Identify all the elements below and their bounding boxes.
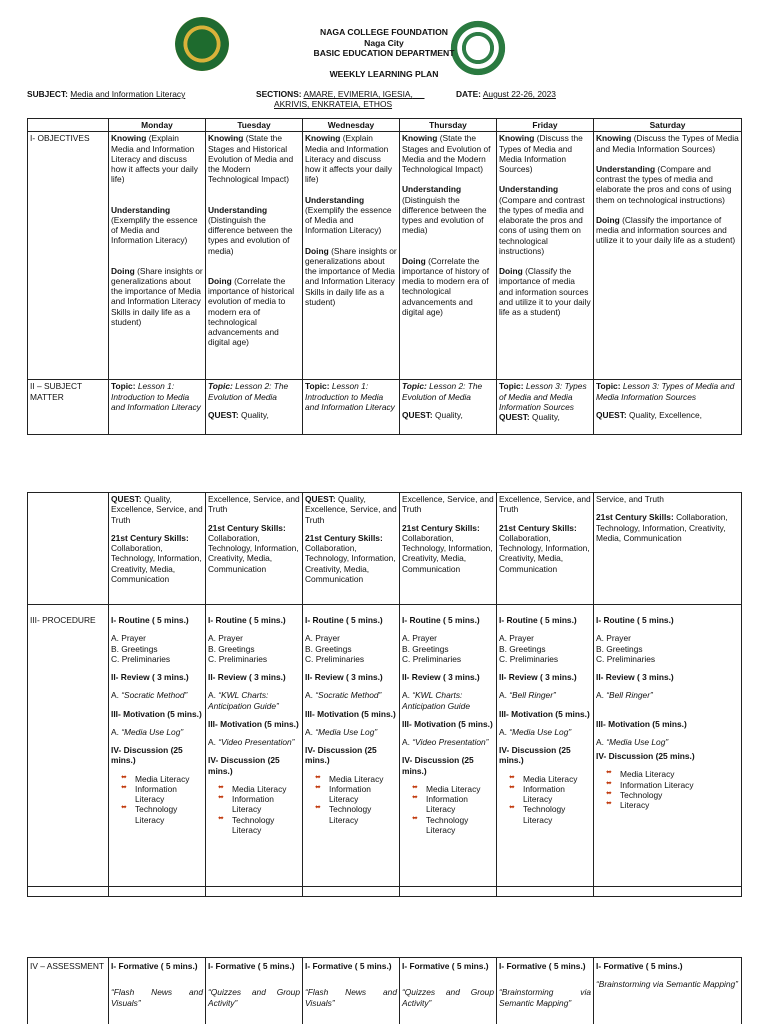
assessment-tuesday: I- Formative ( 5 mins.) “Quizzes and Group Activity”: [206, 958, 303, 1024]
subject-label: SUBJECT:: [27, 89, 68, 99]
subject-value: Media and Information Literacy: [70, 89, 186, 99]
assessment-row: [28, 958, 742, 1024]
subject-monday-cont: QUEST: Quality, Excellence, Service, and Truth 21st Century Skills: Collaboration, Technology, Information, Creativity, Media, Communication: [109, 493, 206, 605]
day-header: Tuesday: [206, 119, 303, 132]
objectives-tuesday: Knowing (State the Stages and Historical Evolution of Media and the Modern Technological Impact) Understanding (Distinguish the difference between the types and evolution of media) Doing (Correlate the importance of historical evolution of media to modern era of technological advancements and digital age): [206, 132, 303, 380]
subject-matter-continued-row: [28, 493, 742, 605]
row-label: I- OBJECTIVES: [28, 132, 109, 380]
subject-tuesday-cont: Excellence, Service, and Truth 21st Century Skills: Collaboration, Technology, Information, Creativity, Media, Communication: [206, 493, 303, 605]
subject-friday-cont: Excellence, Service, and Truth 21st Century Skills: Collaboration, Technology, Information, Creativity, Media, Communication: [497, 493, 594, 605]
procedure-row: [28, 605, 742, 887]
school-name: NAGA COLLEGE FOUNDATION: [320, 27, 448, 37]
subject-line: [27, 89, 185, 99]
procedure-monday: I- Routine ( 5 mins.) A. Prayer B. Greetings C. Preliminaries II- Review ( 3 mins.) A. “Socratic Method” III- Motivation (5 mins.) A. “Media Use Log” IV- Discussion (25 mins.) ⬌ Media Literacy ⬌ Information Literacy ⬌ Technology Literacy: [109, 605, 206, 887]
sections-value-2: AKRIVIS, ENKRATEIA, ETHOS: [274, 99, 393, 110]
day-header: Monday: [109, 119, 206, 132]
department-name: BASIC EDUCATION DEPARTMENT: [313, 48, 455, 59]
sections-line: [256, 89, 425, 110]
day-header-row: [28, 119, 742, 132]
procedure-thursday: I- Routine ( 5 mins.) A. Prayer B. Greetings C. Preliminaries II- Review ( 3 mins.) A. “KWL Charts: Anticipation Guide III- Motivation (5 mins.) A. “Video Presentation” IV- Discussion (25 mins.) ⬌ Media Literacy ⬌ Information Literacy ⬌ Technology Literacy: [400, 605, 497, 887]
subject-tuesday: Topic: Lesson 2: The Evolution of Media QUEST: Quality,: [206, 380, 303, 435]
assessment-thursday: I- Formative ( 5 mins.) “Quizzes and Group Activity”: [400, 958, 497, 1024]
day-header: Thursday: [400, 119, 497, 132]
subject-wednesday-cont: QUEST: Quality, Excellence, Service, and Truth 21st Century Skills: Collaboration, Technology, Information, Creativity, Media, Communication: [303, 493, 400, 605]
procedure-spacer-row: [28, 887, 742, 897]
objectives-wednesday: Knowing (Explain Media and Information Literacy and discuss how it affects your daily life) Understanding (Exemplify the essence of Media and Information Literacy) Doing (Share insights or generalizations about the importance of Media and Information Literacy Skills in daily life as a student): [303, 132, 400, 380]
school-city: Naga City: [364, 37, 404, 48]
assessment-monday: I- Formative ( 5 mins.) “Flash News and Visuals”: [109, 958, 206, 1024]
procedure-saturday: I- Routine ( 5 mins.) A. Prayer B. Greetings C. Preliminaries II- Review ( 3 mins.) A. “Bell Ringer” III- Motivation (5 mins.) A. “Media Use Log” IV- Discussion (25 mins.) ⬌ Media Literacy ⬌ Information Literacy ⬌ Technology ⬌ Literacy: [594, 605, 742, 887]
subject-matter-row: [28, 380, 742, 435]
subject-thursday: Topic: Lesson 2: The Evolution of Media QUEST: Quality,: [400, 380, 497, 435]
row-label: II – SUBJECT MATTER: [28, 380, 109, 435]
assessment-saturday: I- Formative ( 5 mins.) “Brainstorming via Semantic Mapping”: [594, 958, 742, 1024]
subject-saturday-cont: Service, and Truth 21st Century Skills: Collaboration, Technology, Information, Creativity, Media, Communication: [594, 493, 742, 605]
date-value: August 22-26, 2023: [482, 89, 556, 99]
objectives-friday: Knowing (Discuss the Types of Media and Media Information Sources) Understanding (Compare and contrast the types of media and elaborate the pros and cons of using them on technological instructions) Doing (Classify the importance of media and information sources and utilize it to your daily life as a student): [497, 132, 594, 380]
objectives-monday: Knowing (Explain Media and Information Literacy and discuss how it affects your daily life) Understanding (Exemplify the essence of Media and Information Literacy) Doing (Share insights or generalizations about the importance of Media and Information Literacy Skills in daily life as a student): [109, 132, 206, 380]
day-header: Friday: [497, 119, 594, 132]
date-line: [456, 89, 556, 99]
objectives-saturday: Knowing (Discuss the Types of Media and Media Information Sources) Understanding (Compare and contrast the types of media and elaborate the pros and cons of using them on technological instructions) Doing (Classify the importance of media and information sources and utilize it to your daily life as a student): [594, 132, 742, 380]
plan-title: WEEKLY LEARNING PLAN: [329, 69, 439, 79]
procedure-wednesday: I- Routine ( 5 mins.) A. Prayer B. Greetings C. Preliminaries II- Review ( 3 mins.) A. “Socratic Method” III- Motivation (5 mins.) A. “Media Use Log” IV- Discussion (25 mins.) ⬌ Media Literacy ⬌ Information Literacy ⬌ Technology Literacy: [303, 605, 400, 887]
objectives-row: [28, 132, 742, 380]
subject-wednesday: Topic: Lesson 1: Introduction to Media and Information Literacy: [303, 380, 400, 435]
plan-table-page-3: [27, 957, 742, 1024]
row-label-empty: [28, 493, 109, 605]
assessment-friday: I- Formative ( 5 mins.) “Brainstorming via Semantic Mapping”: [497, 958, 594, 1024]
subject-thursday-cont: Excellence, Service, and Truth 21st Century Skills: Collaboration, Technology, Information, Creativity, Media, Communication: [400, 493, 497, 605]
corner-cell: [28, 119, 109, 132]
subject-monday: Topic: Lesson 1: Introduction to Media and Information Literacy: [109, 380, 206, 435]
sections-value-1: AMARE, EVIMERIA, IGESIA,: [303, 89, 413, 99]
day-header: Wednesday: [303, 119, 400, 132]
procedure-friday: I- Routine ( 5 mins.) A. Prayer B. Greetings C. Preliminaries II- Review ( 3 mins.) A. “Bell Ringer” III- Motivation (5 mins.) A. “Media Use Log” IV- Discussion (25 mins.) ⬌ Media Literacy ⬌ Information Literacy ⬌ Technology Literacy: [497, 605, 594, 887]
procedure-tuesday: I- Routine ( 5 mins.) A. Prayer B. Greetings C. Preliminaries II- Review ( 3 mins.) A. “KWL Charts: Anticipation Guide” III- Motivation (5 mins.) A. “Video Presentation” IV- Discussion (25 mins.) ⬌ Media Literacy ⬌ Information Literacy ⬌ Technology Literacy: [206, 605, 303, 887]
plan-table-page-1: [27, 118, 742, 435]
sections-label: SECTIONS:: [256, 89, 302, 99]
objectives-thursday: Knowing (State the Stages and Evolution of Media and the Modern Technological Impact) Understanding (Distinguish the difference between the types and evolution of media) Doing (Correlate the importance of history of media to modern era of technological advancements and digital age): [400, 132, 497, 380]
row-label: III- PROCEDURE: [28, 605, 109, 887]
assessment-wednesday: I- Formative ( 5 mins.) “Flash News and Visuals”: [303, 958, 400, 1024]
subject-saturday: Topic: Lesson 3: Types of Media and Media Information Sources QUEST: Quality, Excellence,: [594, 380, 742, 435]
day-header: Saturday: [594, 119, 742, 132]
row-label: IV – ASSESSMENT: [28, 958, 109, 1024]
date-label: DATE:: [456, 89, 481, 99]
subject-friday: Topic: Lesson 3: Types of Media and Media Information Sources QUEST: Quality,: [497, 380, 594, 435]
school-header: [0, 27, 768, 59]
plan-table-page-2: [27, 492, 742, 897]
